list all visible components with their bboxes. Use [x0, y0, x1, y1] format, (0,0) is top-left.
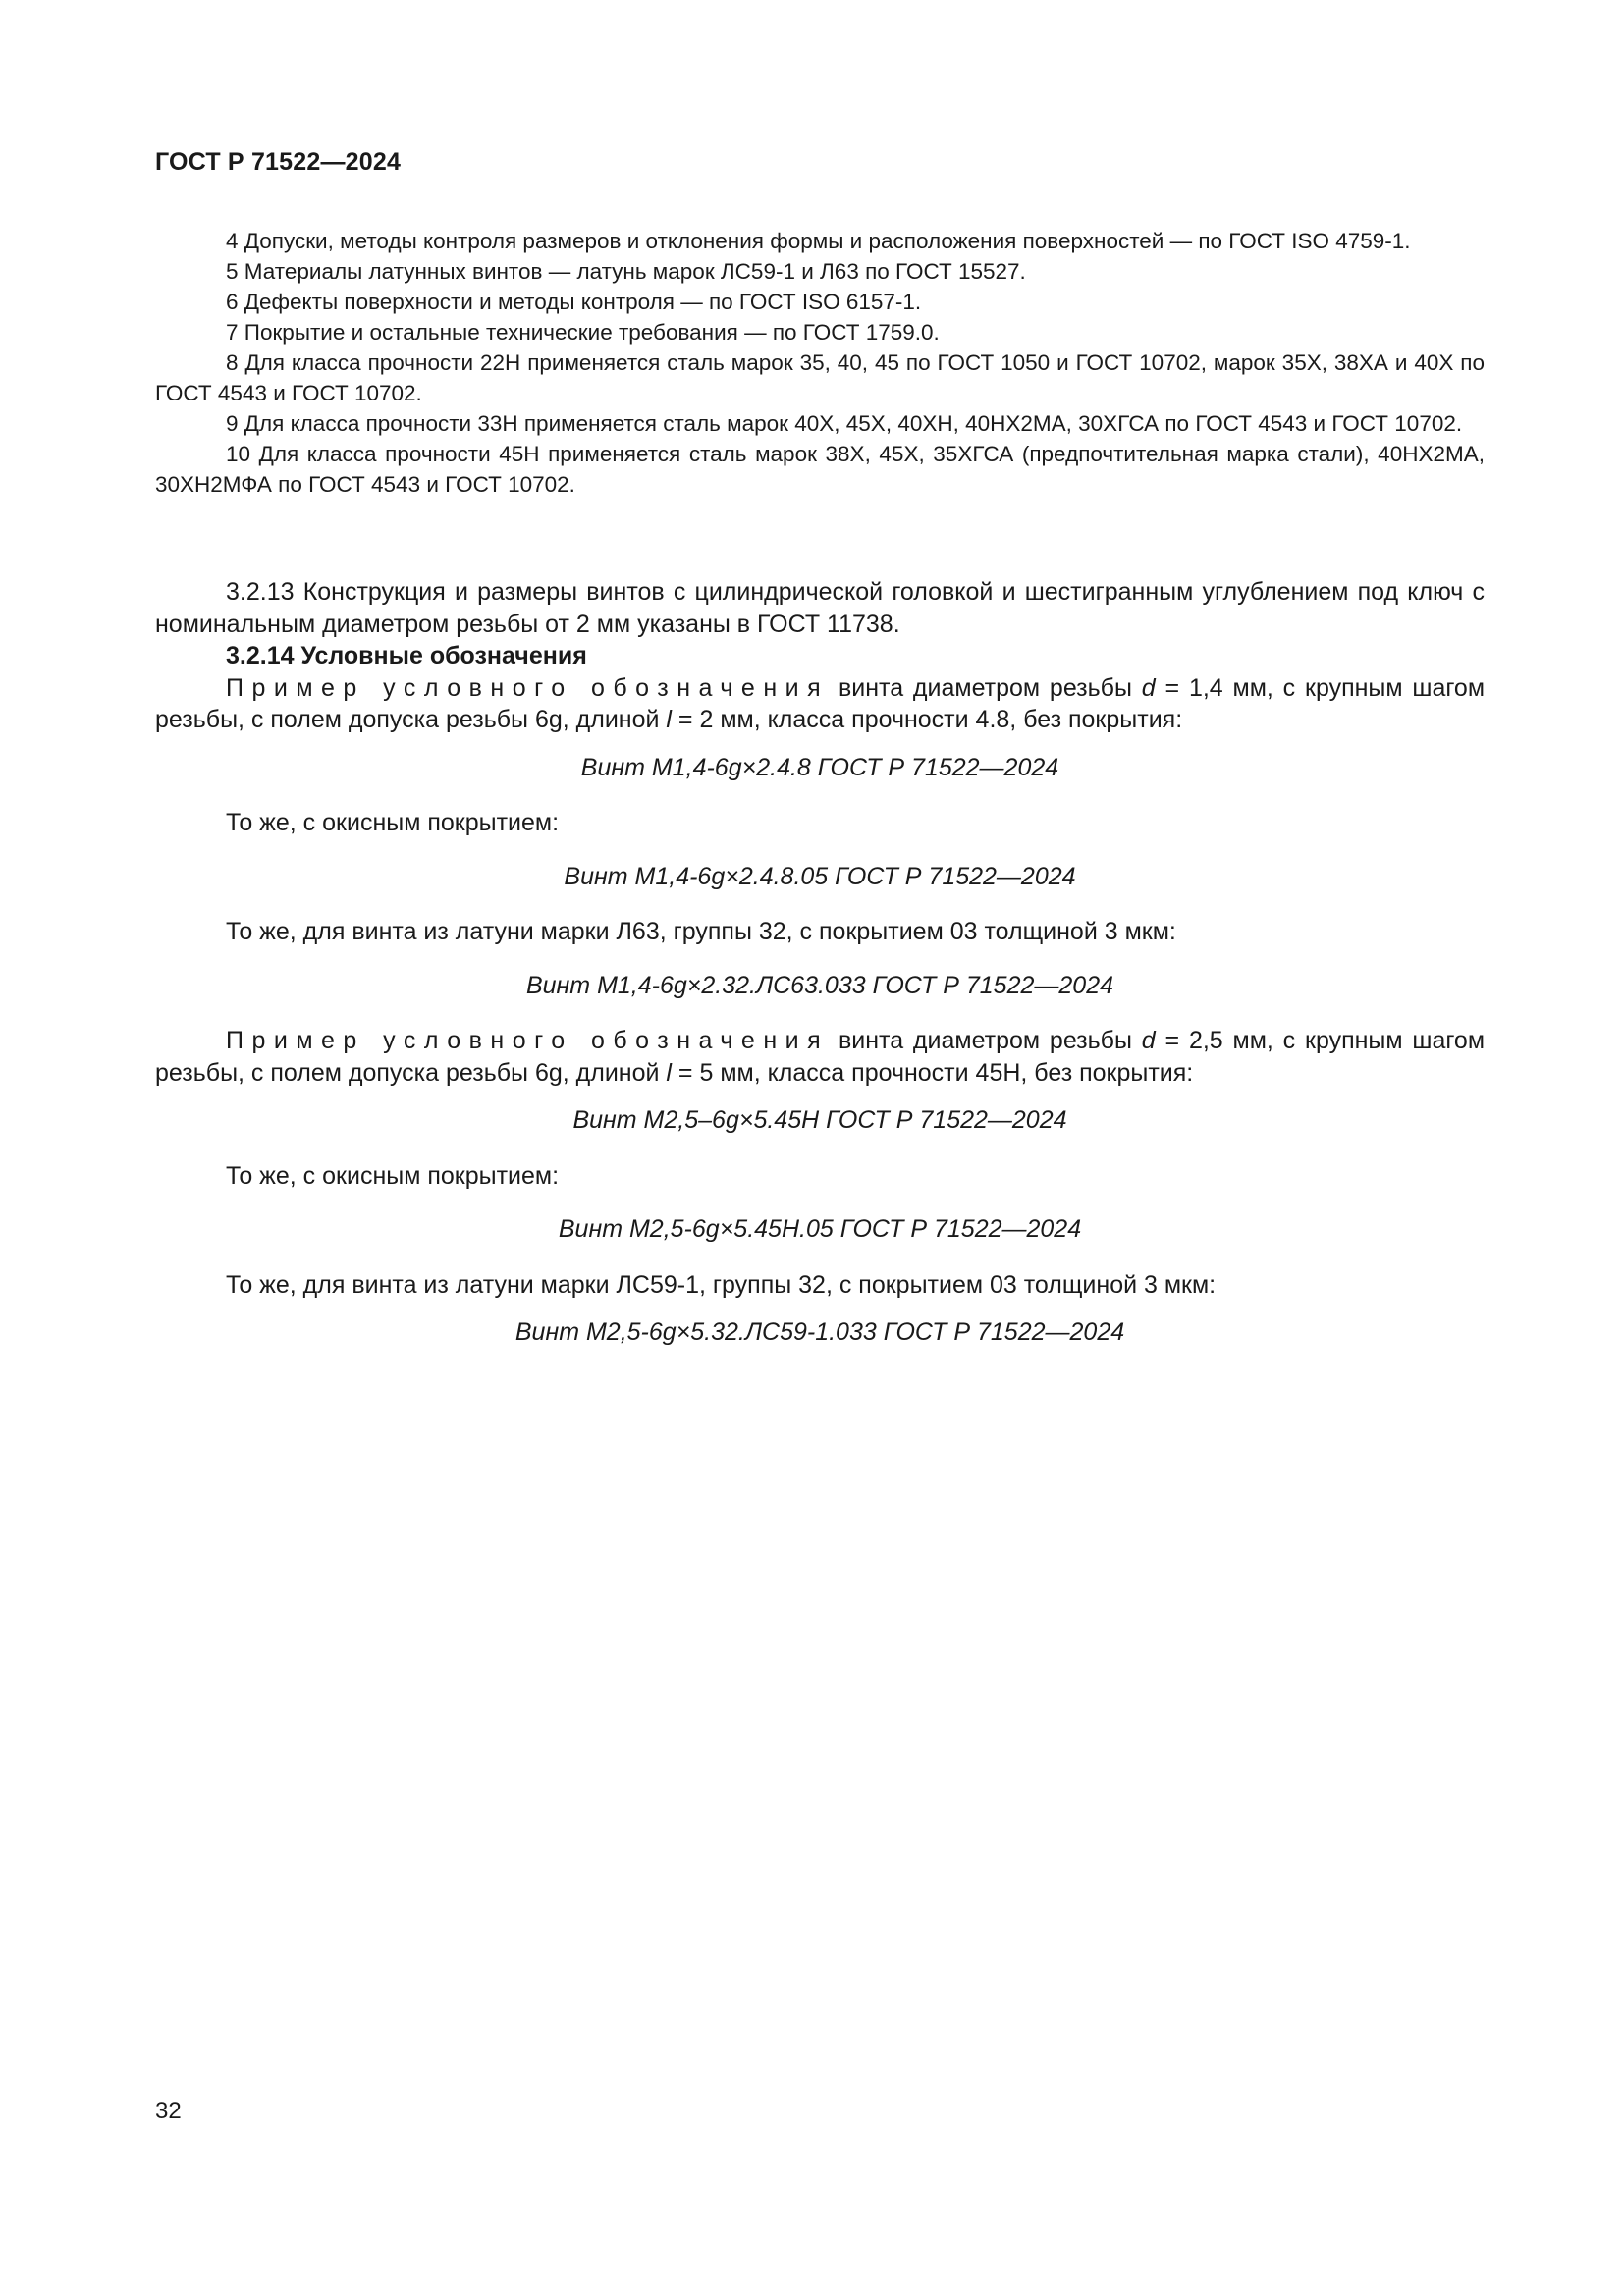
designation-example: Винт М2,5-6g×5.32.ЛС59-1.033 ГОСТ Р 71522—2024 — [514, 1318, 1125, 1346]
clause-number: 3.2.14 — [226, 642, 295, 669]
note-text: Для класса прочности 22Н применяется сталь марок 35, 40, 45 по ГОСТ 1050 и ГОСТ 10702, марок 35Х, 38ХА и 40Х по ГОСТ 4543 и ГОСТ 10702. — [155, 350, 1485, 405]
note-text: Материалы латунных винтов — латунь марок ЛС59-1 и Л63 по ГОСТ 15527. — [244, 259, 1026, 284]
designation-example: Винт М2,5–6g×5.45Н ГОСТ Р 71522—2024 — [572, 1106, 1067, 1134]
note-number: 6 — [226, 290, 239, 314]
note-item — [155, 317, 1485, 347]
designation-example: Винт М1,4-6g×2.4.8 ГОСТ Р 71522—2024 — [580, 753, 1059, 781]
note-text: Покрытие и остальные технические требования — по ГОСТ 1759.0. — [244, 320, 940, 345]
note-item — [155, 408, 1485, 439]
example-text: = 5 мм, класса прочности 45Н, без покрытия: — [671, 1058, 1194, 1087]
main-content — [155, 576, 1485, 1349]
variant-description: То же, для винта из латуни марки ЛС59-1, группы 32, с покрытием 03 толщиной 3 мкм: — [226, 1270, 1217, 1299]
note-number: 9 — [226, 411, 239, 436]
variable-d: d — [1141, 1027, 1156, 1054]
variable-l: l — [666, 706, 672, 733]
note-text: Для класса прочности 45Н применяется сталь марок 38Х, 45Х, 35ХГСА (предпочтительная марка стали), 40НХ2МА, 30ХН2МФА по ГОСТ 4543 и ГОСТ 10702. — [155, 442, 1485, 497]
note-number: 10 — [226, 442, 251, 466]
note-item — [155, 287, 1485, 317]
note-item — [155, 439, 1485, 500]
document-header: ГОСТ Р 71522—2024 — [155, 148, 402, 176]
note-text: Для класса прочности 33Н применяется сталь марок 40Х, 45Х, 40ХН, 40НХ2МА, 30ХГСА по ГОСТ 4543 и ГОСТ 10702. — [244, 411, 1463, 436]
note-number: 8 — [226, 350, 239, 375]
designation-example: Винт М1,4-6g×2.4.8.05 ГОСТ Р 71522—2024 — [564, 862, 1076, 890]
example-text: = 2 мм, класса прочности 4.8, без покрытия: — [671, 706, 1183, 733]
note-item — [155, 226, 1485, 256]
designation-example: Винт М2,5-6g×5.45Н.05 ГОСТ Р 71522—2024 — [558, 1215, 1082, 1243]
example-text: винта диаметром резьбы — [829, 673, 1142, 702]
clause-text: Конструкция и размеры винтов с цилиндрической головкой и шестигранным углублением под ключ с номинальным диаметром резьбы от 2 мм указаны в ГОСТ 11738. — [155, 578, 1485, 638]
clause-number: 3.2.13 — [226, 578, 295, 606]
note-number: 4 — [226, 229, 239, 253]
variable-l: l — [666, 1058, 672, 1087]
note-item — [155, 347, 1485, 408]
variant-description: То же, с окисным покрытием: — [226, 809, 560, 836]
note-number: 7 — [226, 320, 239, 345]
example-1-description — [155, 672, 1485, 736]
example-text: = 1,4 мм, с крупным шагом резьбы, с полем допуска резьбы 6g, длиной — [155, 673, 1486, 733]
note-number: 5 — [226, 259, 239, 284]
example-text: винта диаметром резьбы — [829, 1027, 1142, 1054]
note-text: Допуски, методы контроля размеров и отклонения формы и расположения поверхностей — по ГОСТ ISO 4759-1. — [244, 229, 1411, 253]
clause-3-2-14-heading — [155, 640, 1485, 672]
note-item — [155, 256, 1485, 287]
page-number: 32 — [155, 2098, 182, 2124]
example-2-description — [155, 1025, 1485, 1089]
notes-list — [155, 226, 1485, 500]
variant-description: То же, с окисным покрытием: — [226, 1161, 560, 1190]
designation-example: Винт М1,4-6g×2.32.ЛС63.033 ГОСТ Р 71522—2024 — [525, 971, 1114, 999]
note-text: Дефекты поверхности и методы контроля — по ГОСТ ISO 6157-1. — [244, 290, 922, 314]
section-title: Условные обозначения — [300, 642, 587, 669]
clause-3-2-13 — [155, 576, 1485, 640]
variant-description: То же, для винта из латуни марки Л63, группы 32, с покрытием 03 толщиной 3 мкм: — [226, 918, 1176, 945]
variable-d: d — [1141, 673, 1156, 702]
example-lead: Пример условного обозначения — [226, 1027, 830, 1054]
example-lead: Пример условного обозначения — [226, 673, 830, 702]
example-text: = 2,5 мм, с крупным шагом резьбы, с полем допуска резьбы 6g, длиной — [155, 1027, 1486, 1087]
